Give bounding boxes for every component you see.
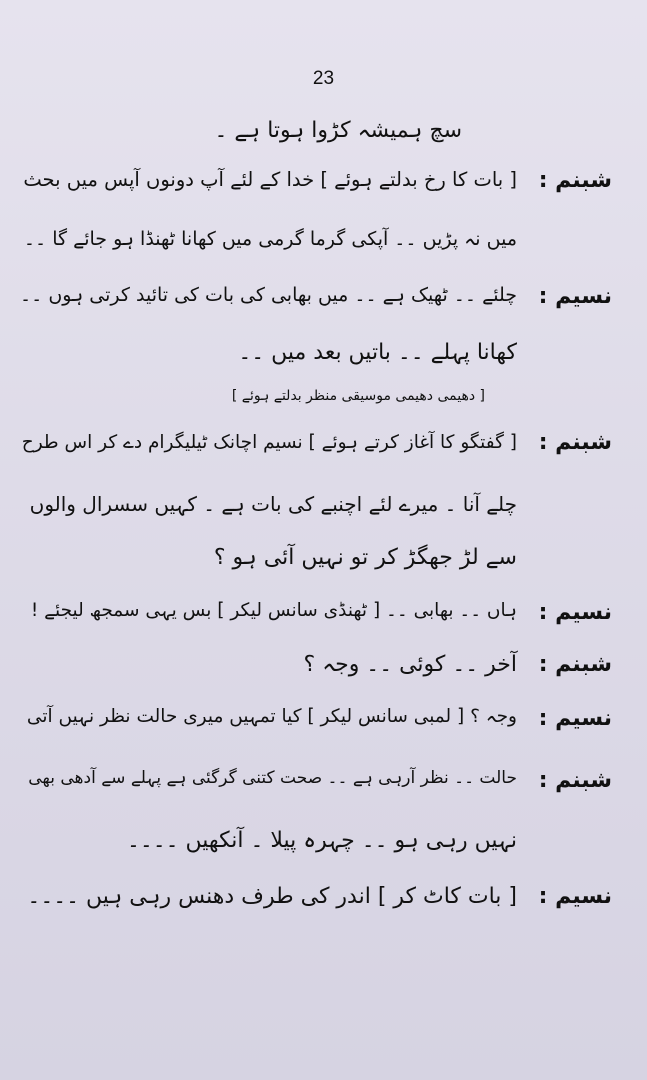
dialogue-line: نہیں رہی ہو ۔۔ چہرہ پیلا ۔ آنکھیں ۔۔۔۔ [126,828,517,853]
speaker-label: شبنم : [538,652,612,677]
dialogue-line: چلئے ۔۔ ٹھیک ہے ۔۔ میں بھابی کی بات کی تائید کرتی ہوں ۔۔ [20,284,517,306]
speaker-label: شبنم : [538,430,612,455]
dialogue-line: [ بات کاٹ کر ] اندر کی طرف دھنس رہی ہیں ۔۔۔۔ [27,884,517,909]
speaker-label: نسیم : [538,706,612,731]
speaker-label: نسیم : [538,884,612,909]
dialogue-line: ہاں ۔۔ بھابی ۔۔ [ ٹھنڈی سانس لیکر ] بس یہی سمجھ لیجئے ! [30,600,517,621]
page-number: 23 [312,68,335,89]
speaker-label: شبنم : [538,768,612,793]
dialogue-line: سے لڑ جھگڑ کر تو نہیں آئی ہو ؟ [213,545,517,570]
dialogue-line: چلے آنا ۔ میرے لئے اچنبے کی بات ہے ۔ کہیں سسرال والوں [29,492,517,516]
speaker-label: شبنم : [538,168,612,193]
stage-direction: [ دھیمی دھیمی موسیقی منظر بدلتے ہوئے ] [231,388,485,404]
dialogue-line: حالت ۔۔ نظر آرہی ہے ۔۔ صحت کتنی گرگئی ہے پہلے سے آدھی بھی [28,768,517,788]
dialogue-line: آخر ۔۔ کوئی ۔۔ وجہ ؟ [303,652,517,677]
dialogue-line: کھانا پہلے ۔۔ باتیں بعد میں ۔۔ [238,340,517,365]
speaker-label: نسیم : [538,284,612,309]
dialogue-line: وجہ ؟ [ لمبی سانس لیکر ] کیا تمہیں میری حالت نظر نہیں آتی [26,706,517,727]
dialogue-line: [ بات کا رخ بدلتے ہوئے ] خدا کے لئے آپ دونوں آپس میں بحث [23,168,517,191]
speaker-label: نسیم : [538,600,612,625]
dialogue-line: میں نہ پڑیں ۔۔ آپکی گرما گرمی میں کھانا ٹھنڈا ہو جائے گا ۔۔ [23,228,517,250]
dialogue-line: [ گفتگو کا آغاز کرتے ہوئے ] نسیم اچانک ٹیلیگرام دے کر اس طرح [21,432,517,453]
dialogue-line: سچ ہمیشہ کڑوا ہوتا ہے ۔ [214,118,462,143]
